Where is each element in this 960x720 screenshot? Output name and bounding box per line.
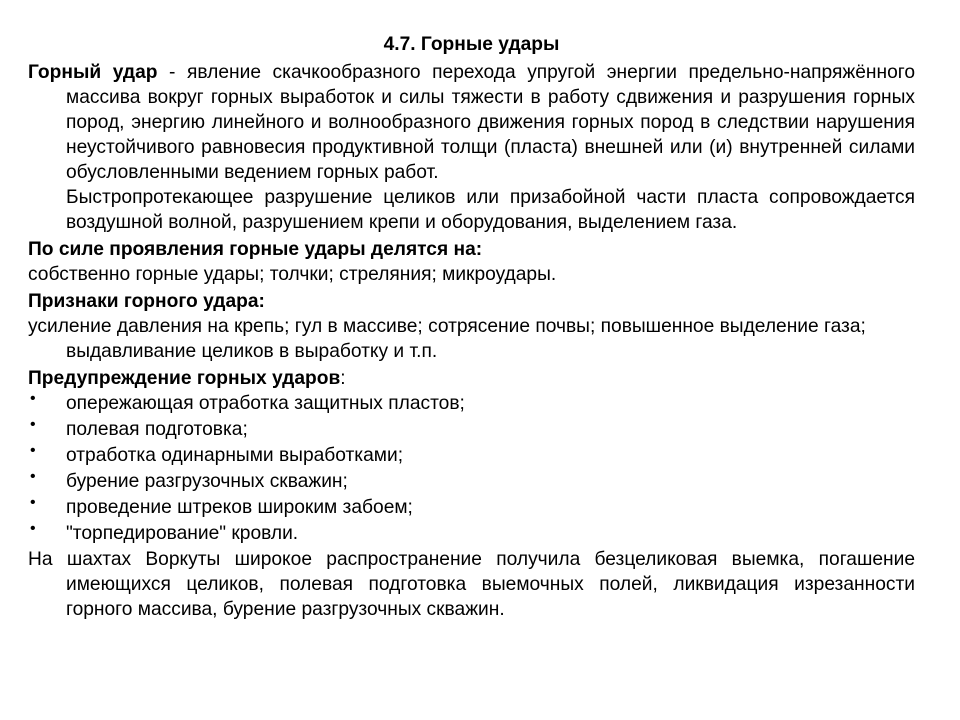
definition-paragraph [28, 60, 915, 185]
list-item-text: отработка одинарными выработками; [66, 445, 404, 466]
list-item [28, 391, 915, 416]
page-title: 4.7. Горные удары [383, 34, 560, 55]
classification-text: собственно горные удары; толчки; стреляния; микроудары. [28, 264, 557, 285]
bullet-icon: • [30, 442, 36, 459]
list-item [28, 443, 915, 468]
description-paragraph: Быстропротекающее разрушение целиков или призабойной части пласта сопровождается воздушной волной, разрушением крепи и оборудования, выделением газа. [66, 187, 915, 233]
list-item [28, 417, 915, 442]
list-item-text: полевая подготовка; [66, 419, 248, 440]
signs-text: усиление давления на крепь; гул в массиве; сотрясение почвы; повышенное выделение газа; выдавливание целиков в выработку и т.п. [28, 316, 866, 362]
definition-term: Горный удар [28, 62, 158, 83]
prevention-heading [28, 366, 915, 391]
list-item [28, 521, 915, 546]
bullet-icon: • [30, 390, 36, 407]
prevention-heading-colon: : [340, 368, 346, 389]
prevention-list [28, 391, 915, 546]
bullet-icon: • [30, 416, 36, 433]
list-item-text: опережающая отработка защитных пластов; [66, 393, 465, 414]
prevention-heading-label: Предупреждение горных ударов [28, 368, 341, 389]
list-item-text: бурение разгрузочных скважин; [66, 471, 348, 492]
bullet-icon: • [30, 468, 36, 485]
list-item-text: "торпедирование" кровли. [66, 523, 299, 544]
signs-heading: Признаки горного удара: [28, 291, 265, 312]
definition-text: - явление скачкообразного перехода упругой энергии предельно-напряжённого массива вокруг горных выработок и силы тяжести в работу сдвижения и разрушения горных пород, энергию линейного и волнообразного движения горных пород в следствии нарушения неустойчивого равновесия продуктивной толщи (пласта) внешней или (и) внутренней силами обусловленными ведением горных работ. [66, 62, 915, 183]
list-item [28, 469, 915, 494]
bullet-icon: • [30, 494, 36, 511]
slide-content [28, 32, 915, 622]
classification-heading: По силе проявления горные удары делятся на: [28, 239, 483, 260]
bullet-icon: • [30, 520, 36, 537]
conclusion-paragraph: На шахтах Воркуты широкое распространение получила безцеликовая выемка, погашение имеющихся целиков, полевая подготовка выемочных полей, ликвидация изрезанности горного массива, бурение разгрузочных скважин. [28, 549, 915, 620]
list-item [28, 495, 915, 520]
list-item-text: проведение штреков широким забоем; [66, 497, 413, 518]
